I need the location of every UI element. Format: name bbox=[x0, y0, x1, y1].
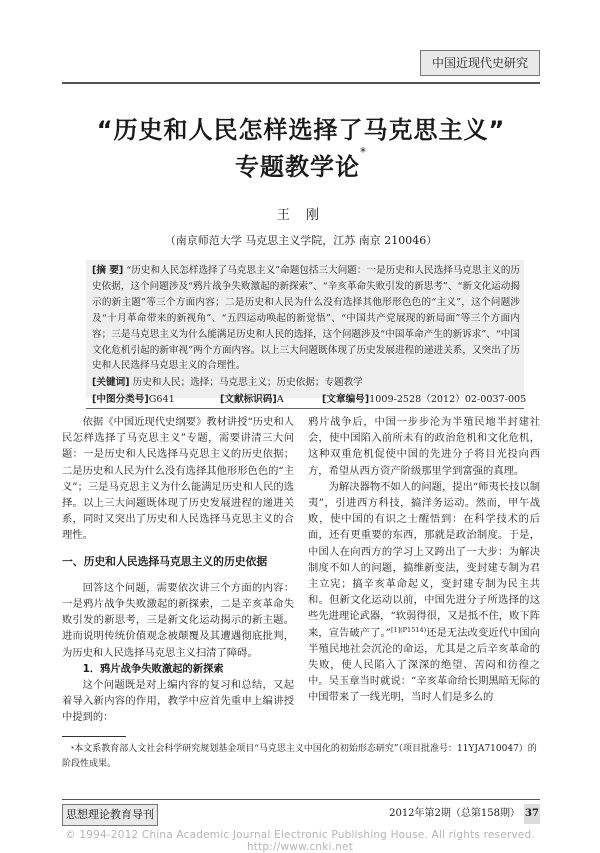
subsection-heading bbox=[62, 661, 294, 677]
footnote-rule bbox=[62, 736, 126, 737]
title-line2-text: 专题教学论 bbox=[235, 153, 360, 181]
journal-name-tag: 思想理论教育导刊 bbox=[62, 804, 158, 826]
doc-label: [文献标识码] bbox=[220, 394, 277, 405]
subsection-paragraph: 这个问题既是对上编内容的复习和总结，又起着导入新内容的作用，教学中应首先重申上编讲授中提到的： bbox=[62, 679, 294, 724]
clc-label: [中图分类号] bbox=[92, 394, 149, 405]
article-value: 1009-2528（2012）02-0037-005 bbox=[369, 394, 527, 405]
subsection-heading-text: 1．鸦片战争失败激起的新探索 bbox=[82, 662, 224, 675]
section-heading: 一、历史和人民选择马克思主义的历史依据 bbox=[62, 554, 268, 568]
body-column-left bbox=[62, 414, 294, 726]
article-label: [文章编号] bbox=[322, 394, 370, 405]
header-rule bbox=[62, 82, 540, 84]
abstract-rule bbox=[86, 408, 524, 409]
abstract-label: [摘 要] bbox=[92, 265, 124, 276]
author-affiliation: （南京师范大学 马克思主义学院，江苏 南京 210046） bbox=[164, 234, 438, 247]
copyright-watermark: © 1994-2012 China Academic Journal Electronic Publishing House. All rights reserved. http://www.cnki.net bbox=[65, 829, 535, 853]
citation-ref: [1](P1514) bbox=[390, 625, 427, 634]
page-number: 37 bbox=[524, 804, 540, 824]
abstract-text: “历史和人民怎样选择了马克思主义”命题包括三大问题：一是历史和人民选择马克思主义的历史依据，这个问题涉及“鸦片战争失败激起的新探索”、“辛亥革命失败引发的新思考”、“新文化运动揭示的新主题”等三个方面内容；二是历史和人民为什么没有选择其他形形色色的“主义”，这个问题涉及“十月革命带来的新视角”、“五四运动唤起的新觉悟”、“中国共产党展现的新局面”等三个方面内容；三是马克思主义为什么能满足历史和人民的选择，这个问题涉及“中国革命产生的新诉求”、“中国文化危机引起的新审视”两个方面内容。以上三大问题既体现了历史发展进程的递进关系，又突出了历史和人民选择马克思主义的合理性。 bbox=[92, 265, 521, 372]
clc-number bbox=[92, 392, 175, 407]
intro-paragraph: 依据《中国近现代史纲要》教材讲授“历史和人民怎样选择了马克思主义”专题，需要讲清三大问题：一是历史和人民选择马克思主义的历史依据；二是历史和人民为什么没有选择其他形形色色的“主义”；三是马克思主义为什么能满足历史和人民的选择。以上三大问题既体现了历史发展进程的递进关系，同时又突出了历史和人民选择马克思主义的合理性。 bbox=[62, 416, 294, 542]
section-paragraph: 回答这个问题，需要依次讲三个方面的内容：一是鸦片战争失败激起的新探索，二是辛亥革命失败引发的新思考，三是新文化运动揭示的新主题。进而说明传统价值观念被颠覆及其遭遇彻底批判，为历史和人民选择马克思主义扫清了障碍。 bbox=[62, 581, 294, 659]
right-paragraph-1: 鸦片战争后，中国一步步沦为半殖民地半封建社会，使中国陷入前所未有的政治危机和文化危机，这种双重危机促使中国的先进分子将目光投向西方，希望从西方资产阶级那里学到富强的真理。 bbox=[308, 416, 540, 477]
doc-value: A bbox=[276, 394, 284, 405]
article-number bbox=[322, 392, 526, 407]
article-title-line2 bbox=[62, 147, 540, 182]
body-column-right bbox=[308, 414, 540, 706]
right-paragraph-2-text-b: 还是无法改变近代中国向半殖民地社会沉沦的命运，尤其是之后辛亥革命的失败，使人民陷入了深深的绝望、苦闷和彷徨之中。吴玉章当时就说：“辛亥革命给长期黑暗无际的中国带来了一线光明，当时人们是多么的 bbox=[308, 626, 541, 704]
right-paragraph-2-text-a: 为解决器物不如人的问题，提出“师夷长技以制夷”，引进西方科技，搞洋务运动。然而，甲午战败，使中国的有识之士醒悟到：在科学技术的后面，还有更重要的东西，那就是政治制度。于是，中国人在向西方的学习上又跨出了一大步：为解决制度不如人的问题，搞维新变法，变封建专制为君主立宪；搞辛亥革命起义，变封建专制为民主共和。但新文化运动以前，中国先进分子所选择的这些先进理论武器，“软弱得很，又是抵不住，败下阵来，宣告破产了。” bbox=[308, 480, 540, 639]
keywords bbox=[92, 375, 520, 390]
column-tag: 中国近现代史研究 bbox=[420, 50, 540, 76]
author-name: 王 刚 bbox=[276, 208, 326, 223]
issue-info: 2012年第2期（总第158期） bbox=[389, 808, 520, 819]
right-paragraph-2 bbox=[308, 479, 540, 706]
footnote bbox=[62, 742, 540, 772]
document-code bbox=[220, 392, 284, 407]
footer-rule bbox=[62, 799, 540, 800]
keywords-text: 历史和人民；选择；马克思主义；历史依据；专题教学 bbox=[132, 377, 363, 388]
clc-value: G641 bbox=[148, 394, 175, 405]
keywords-label: [关键词] bbox=[92, 377, 130, 388]
abstract bbox=[92, 263, 520, 374]
footnote-text: 本文系教育部人文社会科学研究规划基金项目“马克思主义中国化的初始形态研究”（项目批准号：11YJA710047）的阶段性成果。 bbox=[62, 744, 537, 769]
article-title-line1: “历史和人民怎样选择了马克思主义” bbox=[96, 116, 506, 144]
footnote-mark: * bbox=[71, 745, 75, 753]
title-footnote-mark: * bbox=[360, 145, 367, 159]
